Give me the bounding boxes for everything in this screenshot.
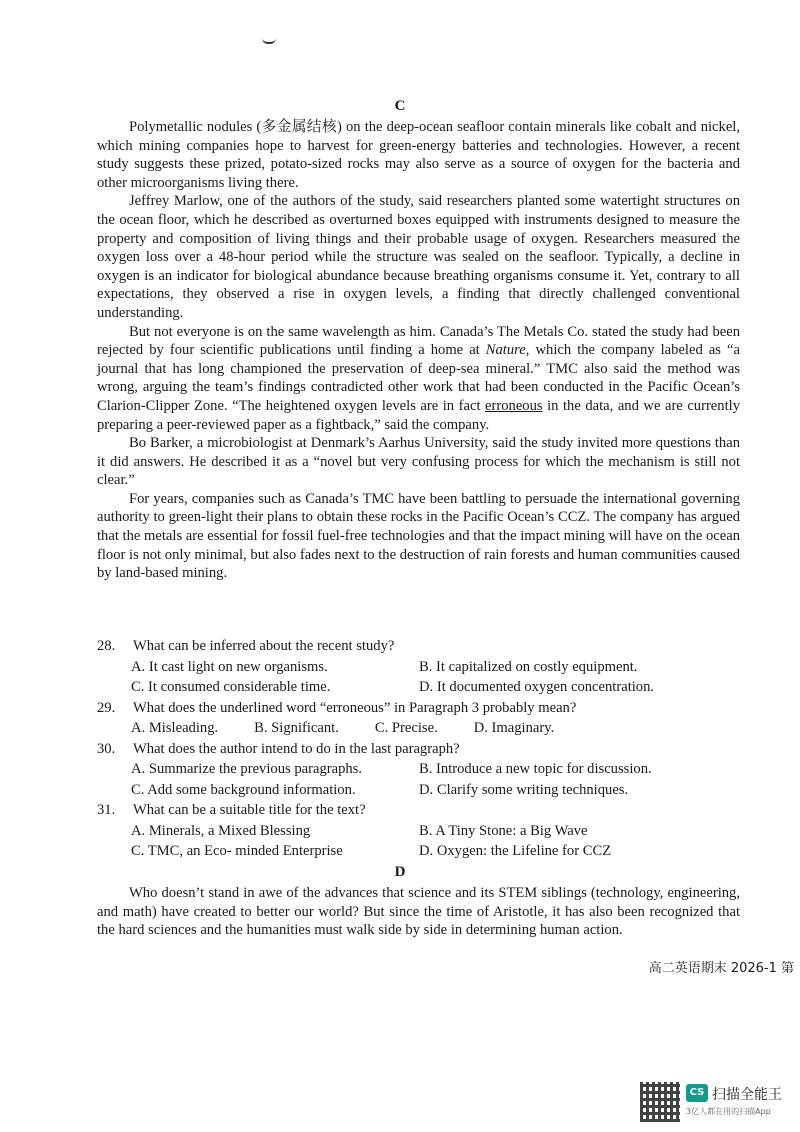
journal-name: Nature: [485, 342, 526, 359]
option-c[interactable]: C. Precise.: [374, 720, 438, 736]
options-row: [97, 821, 740, 842]
option-d[interactable]: D. It documented oxygen concentration.: [419, 679, 655, 695]
page-footer: 高二英语期末 2026-1 第: [648, 961, 794, 976]
option-b[interactable]: B. Introduce a new topic for discussion.: [419, 761, 652, 777]
paragraph-5: For years, companies such as Canada’s TMC have been battling to persuade the international governing authority to green-light their plans to obtain these rocks in the Pacific Ocean’s CCZ. The company has argued that the metals are essential for fossil fuel-free technologies and that the impact mining will have on the ocean floor is not only minimal, but also fades next to the destruction of rain forests and human communities caused by land-based mining.: [97, 490, 740, 582]
option-b[interactable]: B. It capitalized on costly equipment.: [419, 658, 638, 675]
option-d[interactable]: D. Imaginary.: [473, 720, 555, 736]
camscanner-logo-icon: CS: [686, 1084, 708, 1102]
paragraph-d1: Who doesn’t stand in awe of the advances that science and its STEM siblings (technology, engineering, and math) have created to better our world? But since the time of Aristotle, it has also been recognized that the hard sciences and the humanities must walk side by side in determining human action.: [97, 885, 740, 939]
passage-c: [97, 118, 740, 583]
options-row: [97, 657, 740, 678]
paragraph-3: But not everyone is on the same wavelength as him. Canada’s The Metals Co. stated the study had been rejected by four scientific publications until finding a home at Nature, which the company labeled as “a journal that has long championed the preservation of deep-sea mineral.” TMC also said the method was wrong, arguing the team’s findings contradicted other work that had been conducted in the Pacific Ocean’s Clarion-Clipper Zone. “The heightened oxygen levels are in fact erroneous in the data, and we are currently preparing a peer-reviewed paper as a fightback,” said the company.: [97, 323, 740, 433]
option-d[interactable]: D. Clarify some writing techniques.: [419, 781, 629, 798]
options-row: [97, 677, 740, 698]
paragraph-1: Polymetallic nodules (多金属结核) on the deep-ocean seafloor contain minerals like cobalt and nickel, which mining companies hope to harvest for green-energy batteries and technologies. However, a recent study suggests these prized, potato-sized rocks may also serve as a source of oxygen for the bacteria and other microorganisms living there.: [97, 119, 740, 191]
option-a[interactable]: A. Minerals, a Mixed Blessing: [131, 822, 311, 839]
question-31: 31. What can be a suitable title for the text?: [97, 802, 366, 818]
paragraph-2: Jeffrey Marlow, one of the authors of the study, said researchers planted some watertight structures on the ocean floor, which he described as overturned boxes equipped with instruments designed to measure the property and composition of living things and their probable usage of oxygen. Researchers measured the oxygen loss over a 48-hour period while the structure was sealed on the seafloor. Typically, a decline in oxygen is an indicator for biological abundance because breathing organisms consume it. Yet, contrary to all expectations, they observed a rise in oxygen levels, a finding that directly challenged conventional understanding.: [97, 193, 740, 321]
options-row: [97, 841, 740, 862]
paragraph-4: Bo Barker, a microbiologist at Denmark’s Aarhus University, said the study invited more questions than it did answers. He described it as a “novel but very confusing process for which the mechanism is still not clear.”: [97, 435, 740, 489]
question-28: 28. What can be inferred about the recent study?: [97, 638, 395, 654]
scanner-name: 扫描全能王: [712, 1087, 782, 1103]
option-b[interactable]: B. A Tiny Stone: a Big Wave: [419, 822, 588, 839]
option-b[interactable]: B. Significant.: [254, 720, 339, 736]
options-row: [97, 780, 740, 801]
option-d[interactable]: D. Oxygen: the Lifeline for CCZ: [419, 843, 612, 859]
options-row: [97, 759, 740, 780]
option-c[interactable]: C. It consumed considerable time.: [131, 679, 331, 695]
section-d-heading: D: [394, 864, 406, 880]
option-c[interactable]: C. Add some background information.: [131, 781, 356, 798]
passage-d: [97, 884, 740, 940]
options-row: [97, 718, 740, 739]
scan-mark: [262, 38, 276, 44]
scanner-watermark: [640, 1082, 800, 1122]
scanner-tagline: 3亿人都在用的扫描App: [686, 1107, 771, 1116]
qr-code-icon: [640, 1082, 680, 1122]
questions-block: [97, 636, 740, 862]
question-30: 30. What does the author intend to do in the last paragraph?: [97, 740, 460, 757]
question-29: 29. What does the underlined word “erroneous” in Paragraph 3 probably mean?: [97, 699, 577, 716]
option-c[interactable]: C. TMC, an Eco- minded Enterprise: [131, 843, 343, 859]
section-c-heading: C: [394, 98, 406, 114]
option-a[interactable]: A. Summarize the previous paragraphs.: [131, 761, 362, 777]
option-a[interactable]: A. It cast light on new organisms.: [131, 658, 328, 675]
underlined-word: erroneous: [485, 397, 543, 414]
option-a[interactable]: A. Misleading.: [131, 720, 219, 736]
